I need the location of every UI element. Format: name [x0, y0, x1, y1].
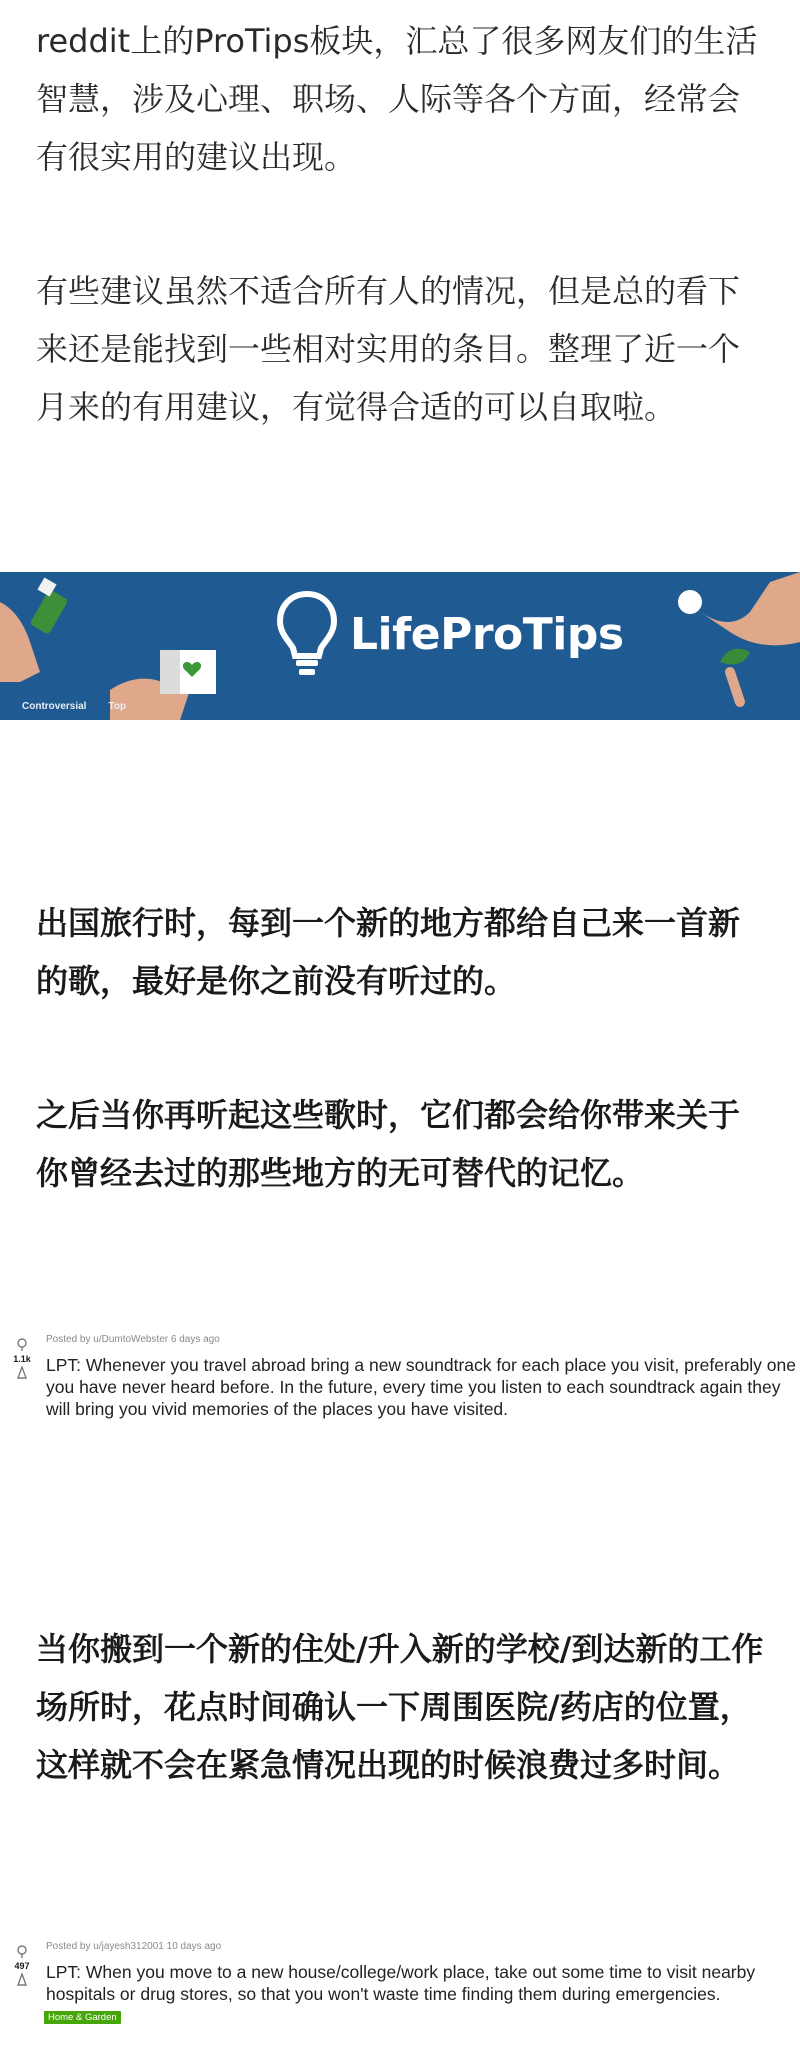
tip1-body [36, 1086, 766, 1202]
upvote-icon[interactable] [16, 1338, 28, 1352]
post-text[interactable]: LPT: Whenever you travel abroad bring a new soundtrack for each place you visit, preferably one you have never heard before. In the future, every time you listen to each soundtrack again they will bring you vivid memories of the places you have visited. [46, 1355, 796, 1419]
flair-badge[interactable]: Home & Garden [44, 2011, 121, 2024]
banner-logo [276, 590, 624, 678]
tip1-title [36, 894, 766, 1010]
tip1-title-text: 出国旅行时，每到一个新的地方都给自己来一首新的歌，最好是你之前没有听过的。 [36, 904, 741, 1000]
banner-tabs [22, 701, 126, 712]
intro-text-2: 有些建议虽然不适合所有人的情况，但是总的看下来还是能找到一些相对实用的条目。整理了近一个月来的有用建议，有觉得合适的可以自取啦。 [36, 272, 741, 426]
intro-paragraph-1 [36, 12, 766, 186]
intro-text-1: reddit上的ProTips板块，汇总了很多网友们的生活智慧，涉及心理、职场、人际等各个方面，经常会有很实用的建议出现。 [36, 22, 758, 176]
vote-count: 1.1k [13, 1354, 31, 1364]
vote-count: 497 [14, 1961, 30, 1971]
downvote-icon[interactable] [16, 1366, 28, 1380]
upvote-icon[interactable] [16, 1945, 28, 1959]
posted-by[interactable]: Posted by u/DumtoWebster 6 days ago [46, 1334, 220, 1345]
banner-title: LifeProTips [350, 608, 624, 660]
intro-paragraph-2 [36, 262, 766, 436]
tip1-body-text: 之后当你再听起这些歌时，它们都会给你带来关于你曾经去过的那些地方的无可替代的记忆。 [36, 1096, 741, 1192]
lifeprotips-banner [0, 572, 800, 720]
hand-decoration-icon [0, 572, 90, 682]
tab-top[interactable]: Top [108, 701, 127, 712]
card-hand-decoration-icon [110, 630, 220, 720]
reddit-post-1[interactable] [0, 1334, 800, 1424]
post-text[interactable]: LPT: When you move to a new house/college/work place, take out some time to visit nearby hospitals or drug stores, so that you won't waste time finding them during emergencies. [46, 1962, 756, 2004]
tip2-title-text: 当你搬到一个新的住处/升入新的学校/到达新的工作场所时，花点时间确认一下周围医院/药店的位置，这样就不会在紧急情况出现的时候浪费过多时间。 [36, 1630, 764, 1784]
reddit-post-2[interactable] [0, 1941, 800, 2031]
lightbulb-icon [276, 590, 338, 678]
tip2-title [36, 1620, 766, 1794]
vote-column [10, 1945, 34, 1987]
tab-controversial[interactable]: Controversial [22, 701, 87, 712]
vote-column [10, 1338, 34, 1380]
downvote-icon[interactable] [16, 1973, 28, 1987]
posted-by[interactable]: Posted by u/jayesh312001 10 days ago [46, 1941, 222, 1952]
bulb-hand-decoration-icon [660, 572, 800, 720]
